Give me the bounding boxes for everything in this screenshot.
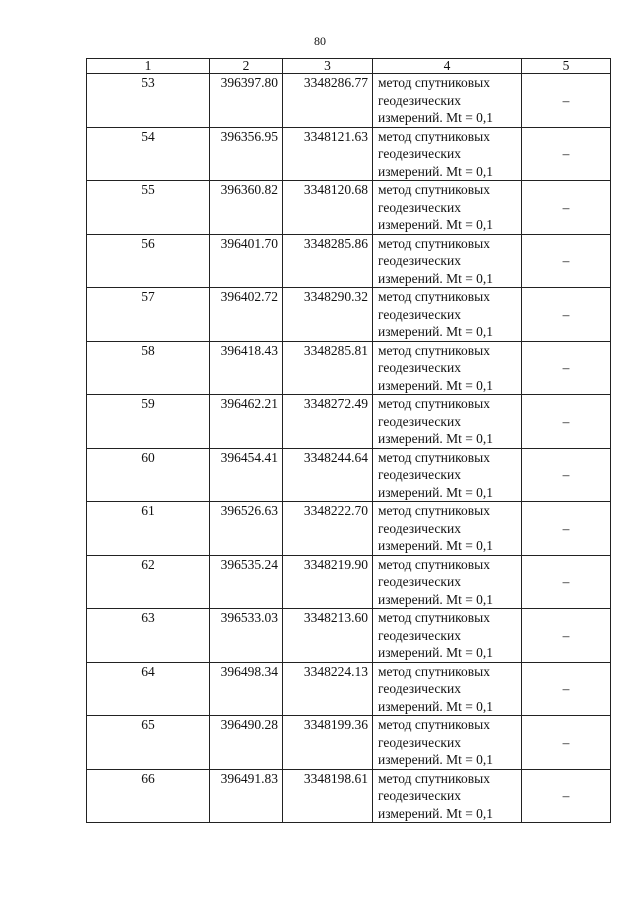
x-coordinate-cell: 396462.21 [210, 395, 283, 449]
column-header-3: 3 [283, 59, 373, 74]
method-line-3: измерений. Mt = 0,1 [378, 110, 494, 125]
method-line-3: измерений. Mt = 0,1 [378, 163, 494, 179]
method-line-3: измерений. Mt = 0,1 [378, 431, 494, 446]
method-line-1: метод спутниковых [378, 182, 490, 197]
table-row [87, 609, 611, 663]
x-coordinate-cell: 396397.80 [210, 74, 283, 128]
point-number-cell: 53 [87, 74, 210, 128]
method-line-3: измерений. Mt = 0,1 [378, 538, 494, 553]
y-coordinate-cell: 3348290.32 [283, 288, 373, 342]
method-cell [373, 769, 522, 823]
accuracy-cell: – [522, 662, 611, 716]
x-coordinate-cell: 396498.34 [210, 662, 283, 716]
method-line-3: измерений. Mt = 0,1 [378, 805, 494, 821]
method-cell [373, 74, 522, 128]
page-number: 80 [314, 34, 326, 48]
table-row [87, 181, 611, 235]
method-line-1: метод спутниковых [378, 342, 490, 358]
method-line-1: метод спутниковых [378, 128, 490, 144]
method-cell [373, 609, 522, 663]
table-header-row [87, 59, 611, 74]
table-row [87, 448, 611, 502]
accuracy-cell: – [522, 234, 611, 288]
y-coordinate-cell: 3348244.64 [283, 448, 373, 502]
accuracy-cell: – [522, 769, 611, 823]
y-coordinate-cell: 3348213.60 [283, 609, 373, 663]
method-cell [373, 555, 522, 609]
point-number-cell: 66 [87, 769, 210, 823]
accuracy-cell: – [522, 555, 611, 609]
method-line-3: измерений. Mt = 0,1 [378, 324, 494, 339]
method-line-1: метод спутниковых [378, 75, 490, 90]
method-line-1: метод спутниковых [378, 610, 490, 625]
y-coordinate-cell: 3348199.36 [283, 716, 373, 770]
x-coordinate-cell: 396360.82 [210, 181, 283, 235]
x-coordinate-cell: 396418.43 [210, 341, 283, 395]
method-line-3: измерений. Mt = 0,1 [378, 591, 494, 607]
point-number-cell: 60 [87, 448, 210, 502]
x-coordinate-cell: 396401.70 [210, 234, 283, 288]
y-coordinate-cell: 3348272.49 [283, 395, 373, 449]
column-header-1: 1 [87, 59, 210, 74]
x-coordinate-cell: 396356.95 [210, 127, 283, 181]
method-line-2: геодезических [378, 306, 461, 322]
method-line-2: геодезических [378, 413, 461, 429]
method-line-2: геодезических [378, 520, 461, 536]
method-line-1: метод спутниковых [378, 289, 490, 304]
accuracy-cell: – [522, 288, 611, 342]
method-line-2: геодезических [378, 627, 461, 643]
x-coordinate-cell: 396533.03 [210, 609, 283, 663]
point-number-cell: 61 [87, 502, 210, 556]
method-cell [373, 395, 522, 449]
point-number-cell: 55 [87, 181, 210, 235]
y-coordinate-cell: 3348120.68 [283, 181, 373, 235]
y-coordinate-cell: 3348286.77 [283, 74, 373, 128]
method-line-2: геодезических [378, 360, 461, 375]
method-line-3: измерений. Mt = 0,1 [378, 377, 494, 393]
method-cell [373, 181, 522, 235]
method-line-1: метод спутниковых [378, 556, 490, 572]
column-header-5: 5 [522, 59, 611, 74]
method-line-1: метод спутниковых [378, 770, 490, 786]
accuracy-cell: – [522, 74, 611, 128]
point-number-cell: 65 [87, 716, 210, 770]
accuracy-cell: – [522, 341, 611, 395]
table-row [87, 74, 611, 128]
method-line-2: геодезических [378, 467, 461, 482]
method-line-2: геодезических [378, 681, 461, 696]
table-row [87, 395, 611, 449]
method-line-3: измерений. Mt = 0,1 [378, 645, 494, 660]
table-row [87, 288, 611, 342]
method-line-1: метод спутниковых [378, 396, 490, 411]
table-row [87, 127, 611, 181]
coordinates-table [86, 58, 611, 823]
method-line-1: метод спутниковых [378, 235, 490, 251]
method-cell [373, 716, 522, 770]
y-coordinate-cell: 3348285.86 [283, 234, 373, 288]
y-coordinate-cell: 3348121.63 [283, 127, 373, 181]
point-number-cell: 59 [87, 395, 210, 449]
method-cell [373, 662, 522, 716]
method-line-1: метод спутниковых [378, 717, 490, 732]
y-coordinate-cell: 3348198.61 [283, 769, 373, 823]
method-line-2: геодезических [378, 199, 461, 215]
y-coordinate-cell: 3348219.90 [283, 555, 373, 609]
x-coordinate-cell: 396454.41 [210, 448, 283, 502]
x-coordinate-cell: 396490.28 [210, 716, 283, 770]
method-line-3: измерений. Mt = 0,1 [378, 752, 494, 767]
method-line-3: измерений. Mt = 0,1 [378, 484, 494, 500]
method-line-2: геодезических [378, 146, 461, 161]
method-cell [373, 502, 522, 556]
point-number-cell: 63 [87, 609, 210, 663]
method-line-3: измерений. Mt = 0,1 [378, 217, 494, 232]
method-line-2: геодезических [378, 574, 461, 589]
accuracy-cell: – [522, 448, 611, 502]
method-line-1: метод спутниковых [378, 503, 490, 518]
y-coordinate-cell: 3348224.13 [283, 662, 373, 716]
table-body [87, 74, 611, 823]
method-line-2: геодезических [378, 253, 461, 268]
accuracy-cell: – [522, 609, 611, 663]
table-row [87, 555, 611, 609]
accuracy-cell: – [522, 127, 611, 181]
method-line-2: геодезических [378, 788, 461, 803]
point-number-cell: 64 [87, 662, 210, 716]
method-cell [373, 448, 522, 502]
point-number-cell: 57 [87, 288, 210, 342]
method-line-1: метод спутниковых [378, 663, 490, 679]
x-coordinate-cell: 396491.83 [210, 769, 283, 823]
point-number-cell: 62 [87, 555, 210, 609]
method-line-3: измерений. Mt = 0,1 [378, 270, 494, 286]
y-coordinate-cell: 3348222.70 [283, 502, 373, 556]
table-row [87, 341, 611, 395]
method-cell [373, 288, 522, 342]
method-line-2: геодезических [378, 734, 461, 750]
method-line-2: геодезических [378, 92, 461, 108]
table-row [87, 502, 611, 556]
accuracy-cell: – [522, 502, 611, 556]
method-line-1: метод спутниковых [378, 449, 490, 465]
table-row [87, 769, 611, 823]
method-cell [373, 234, 522, 288]
column-header-2: 2 [210, 59, 283, 74]
column-header-4: 4 [373, 59, 522, 74]
x-coordinate-cell: 396526.63 [210, 502, 283, 556]
accuracy-cell: – [522, 716, 611, 770]
x-coordinate-cell: 396402.72 [210, 288, 283, 342]
accuracy-cell: – [522, 395, 611, 449]
x-coordinate-cell: 396535.24 [210, 555, 283, 609]
method-cell [373, 127, 522, 181]
table-row [87, 716, 611, 770]
point-number-cell: 58 [87, 341, 210, 395]
table-row [87, 234, 611, 288]
method-line-3: измерений. Mt = 0,1 [378, 698, 494, 714]
method-cell [373, 341, 522, 395]
y-coordinate-cell: 3348285.81 [283, 341, 373, 395]
point-number-cell: 56 [87, 234, 210, 288]
table-row [87, 662, 611, 716]
accuracy-cell: – [522, 181, 611, 235]
point-number-cell: 54 [87, 127, 210, 181]
